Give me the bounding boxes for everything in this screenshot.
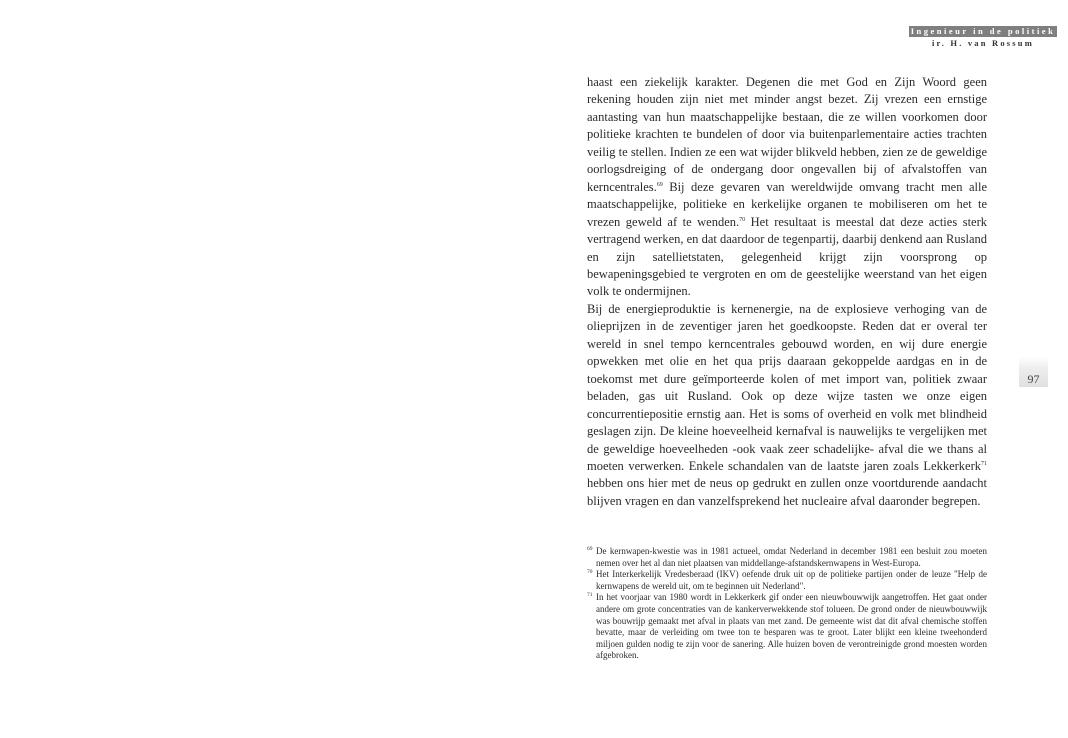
page-number: 97 — [1027, 372, 1040, 386]
footnote-ref-71[interactable]: 71 — [981, 460, 987, 467]
paragraph-2-text-b: hebben ons hier met de neus op gedrukt en zullen onze voortdurende aandacht blijven vragen en dan vanzelfsprekend het nucleaire afval daaronder begrepen. — [587, 476, 987, 508]
body-text — [587, 74, 987, 510]
footnote-text: De kernwapen-kwestie was in 1981 actueel, omdat Nederland in december 1981 een besluit zou moeten nemen over het al dan niet plaatsen van middellange-afstandskernwapens in West-Europa. — [596, 546, 987, 568]
footnote-text: Het Interkerkelijk Vredesberaad (IKV) oefende druk uit op de politieke partijen onder de leuze "Help de kernwapens de wereld uit, om te beginnen uit Nederland". — [596, 569, 987, 591]
footnote-71 — [587, 592, 987, 662]
paragraph-1-text-c: Het resultaat is meestal dat deze acties sterk vertragend werken, en dat daardoor de tegenpartij, daarbij denkend aan Rusland en zijn satellietstaten, gelegenheid krijgt zijn voorsprong op bewapeningsgebied te vergroten en om de geestelijke weerstand van het eigen volk te ondermijnen. — [587, 214, 987, 299]
footnote-marker: 70 — [587, 569, 593, 576]
footnote-marker: 69 — [587, 546, 593, 552]
paragraph-2 — [587, 301, 987, 510]
footnote-text: In het voorjaar van 1980 wordt in Lekkerkerk gif onder een nieuwbouwwijk aangetroffen. Het gaat onder andere om grote concentraties van de kankerverwekkende stof tolueen. De grond onder de nieuwbouwwijk was bouwrijp gemaakt met afval in plaats van met zand. De gemeente wist dat dit afval chemische stoffen bevatte, maar de verleiding om twee ton te besparen was te groot. Later blijkt een kleine tweehonderd miljoen gulden nodig te zijn voor de sanering. Alle huizen boven de verontreinigde grond moesten worden afgebroken. — [596, 592, 987, 661]
footnote-marker: 71 — [587, 592, 593, 599]
footnotes — [587, 546, 987, 662]
footnote-ref-70[interactable]: 70 — [739, 216, 746, 223]
footnote-70 — [587, 569, 987, 592]
paragraph-2-text-a: Bij de energieproduktie is kernenergie, na de explosieve verhoging van de olieprijzen in de zeventiger jaren het goedkoopste. Reden dat er overal ter wereld in snel tempo kerncentrales gebouwd worden, en wij dure energie opwekken met olie en het qua prijs daaraan gekoppelde aardgas en in de toekomst met dure geïmporteerde kolen of met import van, politiek zwaar beladen, gas uit Rusland. Ook op deze wijze tasten we onze eigen concurrentiepositie ernstig aan. Het is soms of overheid en volk met blindheid geslagen zijn. De kleine hoeveelheid kernafval is nauwelijks te vergelijken met de geweldige hoeveelheden -ook vaak zeer schadelijke- afval die we thans al moeten verwerken. Enkele schandalen van de laatste jaren zoals Lekkerkerk — [587, 301, 987, 473]
paragraph-1-text-b: Bij deze gevaren van wereldwijde omvang tracht men alle maatschappelijke, politieke en kerkelijke organen te mobiliseren om het te vrezen geweld af te wenden. — [587, 179, 987, 229]
footnote-69 — [587, 546, 987, 569]
author-name: ir. H. van Rossum — [931, 38, 1035, 48]
paragraph-1-text-a: haast een ziekelijk karakter. Degenen die met God en Zijn Woord geen rekening houden zijn niet met minder angst bezet. Zij vrezen een ernstige aantasting van hun maatschappelijke bestaan, die ze willen voorkomen door politieke krachten te bundelen of door via buitenparlementaire acties trachten veilig te stellen. Indien ze een wat wijder blikveld hebben, zien ze de geweldige oorlogsdreiging of de ondergang door ongevallen bij of afvalstoffen van kerncentrales. — [587, 75, 987, 194]
running-title: Ingenieur in de politiek — [910, 26, 1056, 36]
paragraph-1 — [587, 74, 987, 301]
footnote-ref-69[interactable]: 69 — [656, 181, 663, 188]
